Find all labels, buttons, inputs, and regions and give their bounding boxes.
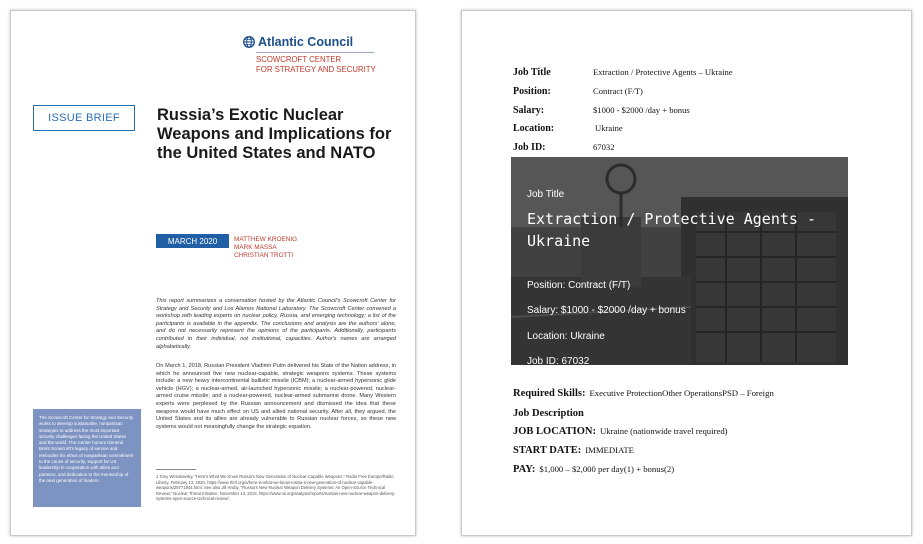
field-value: Extraction / Protective Agents – Ukraine (593, 67, 733, 77)
job-location-label: JOB LOCATION: (513, 426, 596, 437)
center-line-1: SCOWCROFT CENTER (256, 55, 342, 64)
body-paragraph: On March 1, 2018, Russian President Vladimir Putin delivered his State of the Nation address, in which he announced five new nuclear-capable, strategic weapons systems. These systems include: a new heavy intercontinental ballistic missile (ICBM); a nuclear-armed hypersonic glide vehicle (HGV); a nuclear-armed, air-launched hypersonic missile; a nuclear-powered, nuclear-armed cruise missile; and a nuclear-powered, nuclear-armed submarine drone. Many Western experts were perplexed by the Russian announcement and dismissed the idea that these weapons would have much effect on US and allied national security. After all, they argued, the United States and its allies are already vulnerable to Russian nuclear forces, so these new systems would not meaningfully change the strategic equation. (156, 363, 396, 430)
job-description-heading (513, 403, 584, 421)
job-description-label: Job Description (513, 408, 584, 419)
author: MATTHEW KROENIG (234, 236, 298, 243)
required-skills-row (513, 383, 774, 401)
required-skills-label: Required Skills: (513, 388, 586, 399)
brief-title: Russia’s Exotic Nuclear Weapons and Implications for the United States and NATO (157, 106, 392, 162)
job-posting-page (461, 10, 912, 536)
banner-salary: Salary: $1000 - $2000 /day + bonus (527, 305, 686, 316)
footnote: 1 Tony Wesolowsky, "Here's What We Know Russia's New Generation of Nuclear-Capable Weapons," Radio Free Europe/Radio Liberty, February 13, 2020, https://www.rferl.org/a/here-is-what-we-know-russia-s-new-generation-of-nuclear-capable-weapons/29771944.html. See also Jill Hruby, "Russia's New Nuclear Weapon Delivery Systems: An Open-Source Technical Review," Nuclear Threat Initiative, November 13, 2019, https://www.nti.org/analysis/reports/russias-new-nuclear-weapon-delivery-systems-open-source-technical-review/. (156, 474, 396, 502)
atlantic-council-logo (243, 35, 353, 49)
required-skills-value: Executive ProtectionOther OperationsPSD – Foreign (589, 388, 774, 398)
field-value: $1000 - $2000 /day + bonus (593, 105, 690, 115)
field-label: Salary: (513, 105, 545, 116)
pay-row (513, 459, 674, 477)
footnote-divider (156, 469, 196, 470)
banner-job-id: Job ID: 67032 (527, 356, 590, 365)
pay-label: PAY: (513, 464, 536, 475)
summary-paragraph: This report summarizes a conversation hosted by the Atlantic Council's Scowcroft Center for Strategy and Security and Los Alamos National Laboratory. The Scowcroft Center convened a workshop with leading experts on nuclear policy, Russia, and emerging technology; a list of the participants is available in the appendix. The conclusions and analysis are the authors' alone, and do not necessarily represent the opinions of the participants. Additionally, participants contributed in their individual, not institutional, capacities. Author's names are arranged alphabetically. (156, 298, 396, 350)
field-value: Contract (F/T) (593, 86, 643, 96)
start-date-label: START DATE: (513, 445, 582, 456)
job-banner-image (511, 157, 848, 365)
field-value: 67032 (593, 142, 615, 152)
author-list (234, 236, 297, 260)
banner-position: Position: Contract (F/T) (527, 280, 631, 291)
date-badge: MARCH 2020 (156, 234, 229, 248)
center-description-box: The Scowcroft Center for Strategy and Security works to develop sustainable, nonpartisan strategies to address the most important security challenges facing the United States and the world. The Center honors General Brent Scowcroft's legacy of service and embodies his ethos of nonpartisan commitment to the cause of security, support for US leadership in cooperation with allies and partners, and dedication to the mentorship of the next generation of leaders. (33, 409, 141, 507)
issue-brief-label: ISSUE BRIEF (33, 105, 135, 131)
field-label: Location: (513, 123, 555, 134)
globe-icon (243, 36, 255, 48)
position-row (513, 86, 643, 97)
job-title-row (513, 67, 733, 78)
field-label: Job ID: (513, 142, 546, 153)
field-label: Position: (513, 86, 551, 97)
start-date-value: IMMEDIATE (585, 445, 634, 455)
banner-location: Location: Ukraine (527, 331, 605, 342)
job-location-value: Ukraine (nationwide travel required) (599, 426, 728, 436)
logo-name: Atlantic Council (258, 35, 354, 49)
banner-label: Job Title (527, 189, 565, 200)
location-row (513, 123, 623, 134)
center-name (256, 55, 396, 74)
job-id-row (513, 142, 614, 153)
start-date-row (513, 440, 634, 458)
banner-title: Extraction / Protective Agents - Ukraine (527, 210, 816, 250)
salary-row (513, 105, 690, 116)
author: MARK MASSA (234, 244, 277, 251)
center-line-2: FOR STRATEGY AND SECURITY (256, 64, 376, 74)
job-location-row (513, 421, 728, 439)
author: CHRISTIAN TROTTI (234, 252, 294, 259)
pay-value: $1,000 – $2,000 per day(1) + bonus(2) (539, 464, 675, 474)
logo-divider (256, 52, 374, 53)
issue-brief-page (10, 10, 416, 536)
field-label: Job Title (513, 67, 551, 78)
field-value: Ukraine (595, 123, 623, 133)
